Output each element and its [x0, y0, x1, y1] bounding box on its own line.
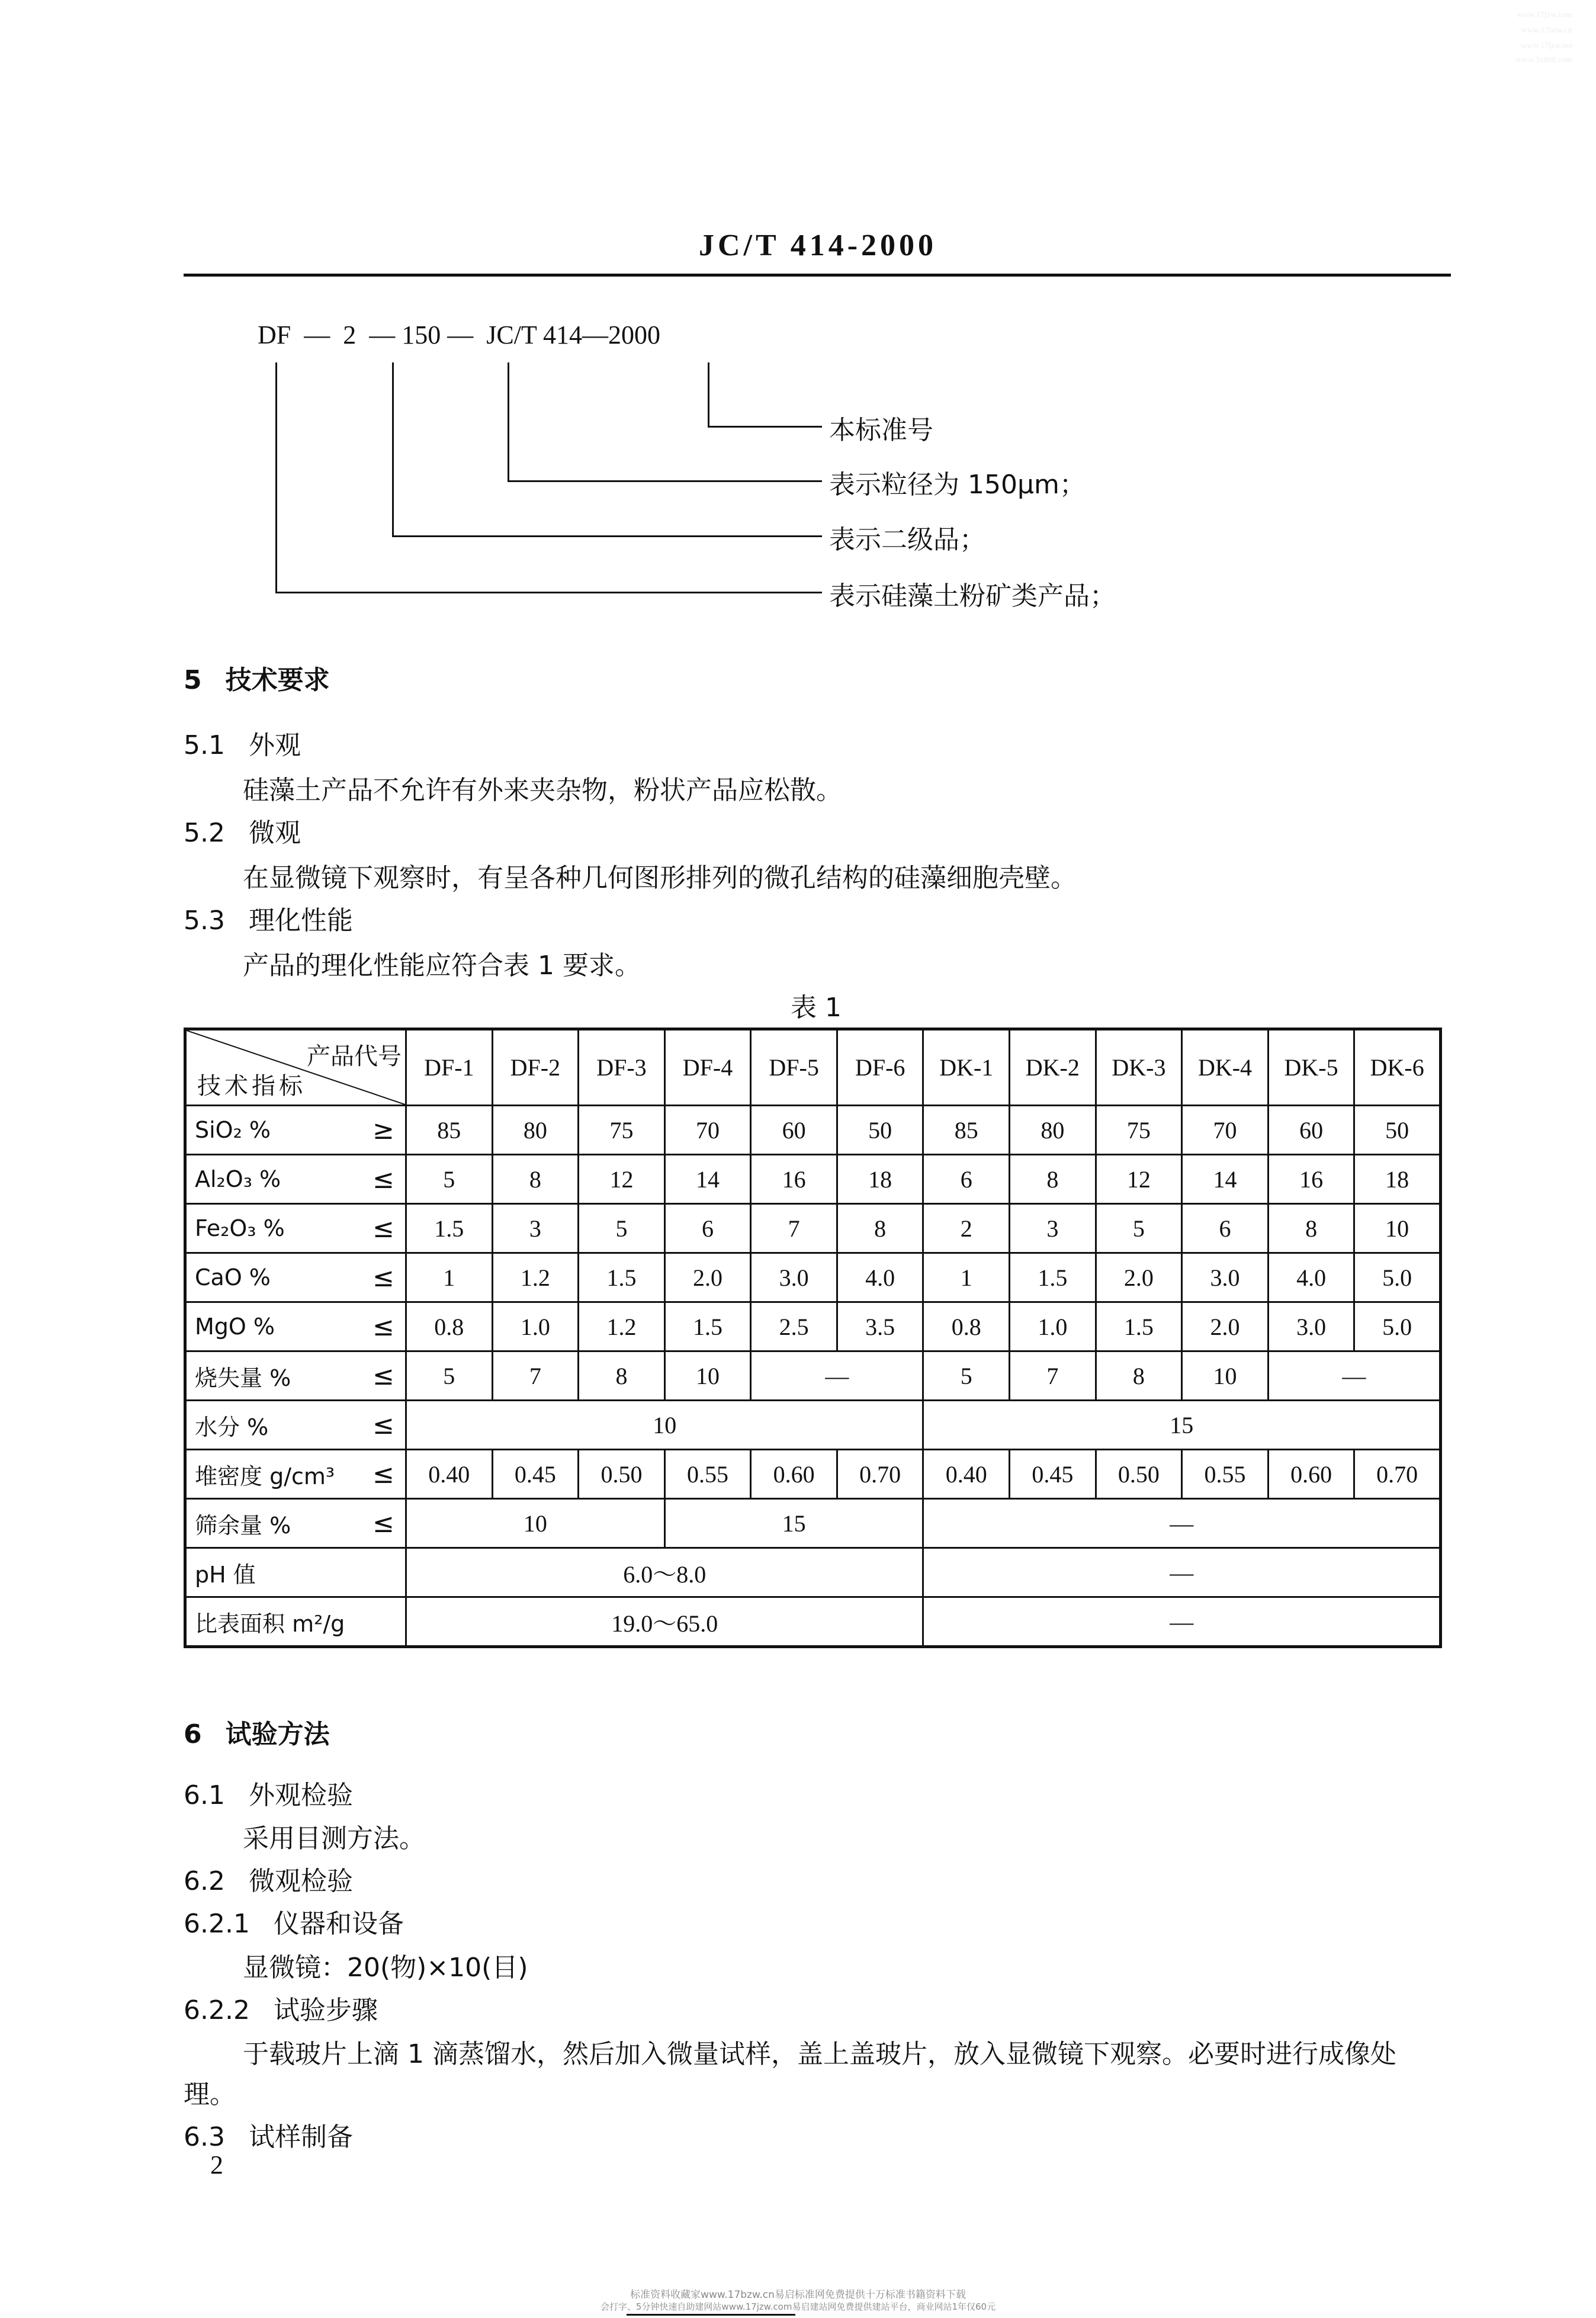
section-6-2-2-body-line2: 理。 [184, 2079, 236, 2110]
table-cell: 3.0 [1182, 1253, 1269, 1302]
watermark-url-1: www.17jzw.com [1517, 11, 1572, 20]
row-label: 比表面积 m²/g [195, 1610, 345, 1637]
table-cell: 60 [1268, 1106, 1354, 1155]
operator: ≤ [372, 1311, 394, 1342]
table-caption: 表 1 [791, 993, 842, 1023]
table-cell: 10 [1354, 1204, 1441, 1253]
table-cell: 14 [1182, 1155, 1269, 1204]
table-row-moisture [185, 1401, 1441, 1450]
table-cell: 1 [406, 1253, 493, 1302]
table-cell: 18 [837, 1155, 923, 1204]
section-6-2-1-heading: 6.2.1 仪器和设备 [184, 1909, 404, 1939]
table-cell: 5 [406, 1351, 493, 1401]
footer-line-2: 会打字、5分钟快速自助建网站www.17jzw.com易启建站网免费提供建站平台，商业网站1年仅60元 [600, 2301, 996, 2312]
row-label: 堆密度 g/cm³ [195, 1463, 335, 1489]
table-header-row [185, 1029, 1441, 1106]
table-cell: 5 [579, 1204, 665, 1253]
table-row-mgo [185, 1302, 1441, 1351]
table-cell: 6 [1182, 1204, 1269, 1253]
section-5-2-heading: 5.2 微观 [184, 818, 301, 848]
table-row-specific-surface-area [185, 1597, 1441, 1647]
table-cell: 3 [1010, 1204, 1096, 1253]
table-cell: 0.60 [751, 1450, 837, 1499]
table-cell-merged-dk: 15 [923, 1401, 1441, 1450]
table-cell: 6 [923, 1155, 1010, 1204]
label-product-type: 表示硅藻土粉矿类产品； [829, 581, 1116, 611]
label-particle-size: 表示粒径为 150μm； [829, 470, 1086, 500]
row-label: 烧失量 % [195, 1365, 291, 1391]
col-header: DF-4 [664, 1029, 751, 1106]
table-cell: 75 [579, 1106, 665, 1155]
table-row-loss-on-ignition [185, 1351, 1441, 1401]
col-header: DK-6 [1354, 1029, 1441, 1106]
table-cell: 18 [1354, 1155, 1441, 1204]
operator: ≤ [372, 1262, 394, 1293]
table-cell-merged-df: 19.0～65.0 [406, 1597, 923, 1647]
footer-rule [627, 2314, 795, 2316]
table-cell: 3.0 [751, 1253, 837, 1302]
table-row-al2o3 [185, 1155, 1441, 1204]
table-cell: 1.5 [1010, 1253, 1096, 1302]
table-cell: 0.45 [492, 1450, 579, 1499]
table-cell: 60 [751, 1106, 837, 1155]
section-5-1-heading: 5.1 外观 [184, 730, 301, 760]
table-row-cao [185, 1253, 1441, 1302]
col-header: DK-3 [1096, 1029, 1182, 1106]
table-cell: 7 [751, 1204, 837, 1253]
row-label: pH 值 [195, 1561, 256, 1588]
table-cell: 0.55 [1182, 1450, 1269, 1499]
operator: ≤ [372, 1508, 394, 1539]
col-header: DK-2 [1010, 1029, 1096, 1106]
table-cell: 3.0 [1268, 1302, 1354, 1351]
table-cell: 1.5 [1096, 1302, 1182, 1351]
label-standard-number: 本标准号 [829, 415, 933, 445]
table-cell: 10 [1182, 1351, 1269, 1401]
row-label: Al₂O₃ % [195, 1166, 281, 1192]
section-6-2-2-body-line1: 于载玻片上滴 1 滴蒸馏水，然后加入微量试样，盖上盖玻片，放入显微镜下观察。必要时进行成像处 [243, 2039, 1396, 2069]
operator: ≤ [372, 1213, 394, 1244]
row-label: Fe₂O₃ % [195, 1215, 285, 1241]
table-cell: 2.0 [664, 1253, 751, 1302]
table-cell-merged-dk: — [923, 1499, 1441, 1548]
table-cell: 8 [579, 1351, 665, 1401]
section-5-3-heading: 5.3 理化性能 [184, 906, 353, 936]
col-header: DK-5 [1268, 1029, 1354, 1106]
section-6-2-heading: 6.2 微观检验 [184, 1866, 353, 1896]
designation-code: DF — 2 — 150 — JC/T 414—2000 [258, 320, 661, 349]
table-cell: 0.8 [923, 1302, 1010, 1351]
col-header: DF-3 [579, 1029, 665, 1106]
operator: ≤ [372, 1164, 394, 1195]
table-row-bulk-density [185, 1450, 1441, 1499]
col-header: DF-2 [492, 1029, 579, 1106]
label-grade: 表示二级品； [829, 525, 985, 555]
col-header: DF-1 [406, 1029, 493, 1106]
table-cell: 5 [406, 1155, 493, 1204]
corner-label-tech-index: 技术指标 [197, 1073, 306, 1100]
table-cell: 2.5 [751, 1302, 837, 1351]
section-6-heading: 6 试验方法 [184, 1719, 330, 1749]
col-header: DK-4 [1182, 1029, 1269, 1106]
operator: ≤ [372, 1410, 394, 1440]
row-label: CaO % [195, 1264, 271, 1290]
table-cell-merged: — [751, 1351, 923, 1401]
table-row-sio2 [185, 1106, 1441, 1155]
table-cell: 8 [492, 1155, 579, 1204]
table-cell: 80 [1010, 1106, 1096, 1155]
table-cell: 2.0 [1096, 1253, 1182, 1302]
watermark-url-4: www.3x888.com [1515, 56, 1572, 65]
table-cell: 5.0 [1354, 1302, 1441, 1351]
operator: ≤ [372, 1360, 394, 1391]
table-cell: 0.50 [1096, 1450, 1182, 1499]
table-cell: 75 [1096, 1106, 1182, 1155]
table-row-ph [185, 1548, 1441, 1597]
table-cell: 1.5 [664, 1302, 751, 1351]
section-6-2-1-body: 显微镜：20(物)×10(目) [243, 1953, 528, 1983]
page-number: 2 [210, 2150, 223, 2179]
table-cell: 0.70 [837, 1450, 923, 1499]
table-cell: 4.0 [1268, 1253, 1354, 1302]
table-cell: 12 [1096, 1155, 1182, 1204]
table-cell: 12 [579, 1155, 665, 1204]
spec-table [184, 1028, 1442, 1648]
table-cell: 0.45 [1010, 1450, 1096, 1499]
table-cell-merged-dk: — [923, 1597, 1441, 1647]
row-label: SiO₂ % [195, 1117, 271, 1143]
table-cell: 8 [1096, 1351, 1182, 1401]
section-5-3-body: 产品的理化性能应符合表 1 要求。 [243, 951, 641, 981]
table-cell: 16 [751, 1155, 837, 1204]
table-cell: 1.2 [492, 1253, 579, 1302]
table-cell: 0.60 [1268, 1450, 1354, 1499]
table-cell: 2.0 [1182, 1302, 1269, 1351]
standard-number-header: JC/T 414-2000 [699, 229, 937, 262]
table-cell: 1 [923, 1253, 1010, 1302]
table-cell: 85 [923, 1106, 1010, 1155]
table-cell: 0.70 [1354, 1450, 1441, 1499]
table-cell-merged: 10 [406, 1499, 665, 1548]
table-row-fe2o3 [185, 1204, 1441, 1253]
table-cell-merged: — [1268, 1351, 1440, 1401]
table-cell: 1.2 [579, 1302, 665, 1351]
table-cell: 3 [492, 1204, 579, 1253]
table-cell: 1.5 [579, 1253, 665, 1302]
table-cell: 5.0 [1354, 1253, 1441, 1302]
footer-line-1: 标准资料收藏家www.17bzw.cn易启标准网免费提供十万标准书籍资料下载 [630, 2289, 966, 2301]
col-header: DF-6 [837, 1029, 923, 1106]
table-cell: 1.0 [1010, 1302, 1096, 1351]
table-cell: 7 [1010, 1351, 1096, 1401]
table-cell-merged-df: 10 [406, 1401, 923, 1450]
table-cell-merged-df: 6.0～8.0 [406, 1548, 923, 1597]
section-6-3-heading: 6.3 试样制备 [184, 2122, 353, 2152]
section-5-1-body: 硅藻土产品不允许有外来夹杂物，粉状产品应松散。 [243, 775, 842, 805]
table-cell: 2 [923, 1204, 1010, 1253]
corner-header-cell [185, 1029, 406, 1106]
table-cell: 0.40 [923, 1450, 1010, 1499]
table-cell: 4.0 [837, 1253, 923, 1302]
table-cell: 50 [837, 1106, 923, 1155]
table-cell: 0.55 [664, 1450, 751, 1499]
table-cell-merged: 15 [664, 1499, 923, 1548]
table-cell: 5 [923, 1351, 1010, 1401]
operator: ≤ [372, 1459, 394, 1489]
watermark-url-3: www.17jzw.net [1521, 41, 1572, 50]
section-5-2-body: 在显微镜下观察时，有呈各种几何图形排列的微孔结构的硅藻细胞壳壁。 [243, 863, 1077, 893]
watermark-url-2: www.17bzw.cn [1521, 26, 1572, 35]
section-5-heading: 5 技术要求 [184, 665, 330, 695]
table-cell: 8 [1010, 1155, 1096, 1204]
table-cell: 0.50 [579, 1450, 665, 1499]
table-cell: 85 [406, 1106, 493, 1155]
row-label: 筛余量 % [195, 1512, 291, 1539]
section-6-1-heading: 6.1 外观检验 [184, 1780, 353, 1810]
table-cell: 5 [1096, 1204, 1182, 1253]
table-cell: 7 [492, 1351, 579, 1401]
header-rule [184, 274, 1451, 277]
table-cell: 8 [1268, 1204, 1354, 1253]
col-header: DK-1 [923, 1029, 1010, 1106]
table-cell: 0.8 [406, 1302, 493, 1351]
table-cell: 10 [664, 1351, 751, 1401]
corner-label-product-code: 产品代号 [307, 1043, 402, 1070]
table-cell-merged-dk: — [923, 1548, 1441, 1597]
table-cell: 70 [1182, 1106, 1269, 1155]
section-6-1-body: 采用目测方法。 [243, 1823, 425, 1854]
table-cell: 16 [1268, 1155, 1354, 1204]
table-cell: 3.5 [837, 1302, 923, 1351]
row-label: 水分 % [195, 1414, 269, 1440]
table-cell: 0.40 [406, 1450, 493, 1499]
row-label: MgO % [195, 1314, 275, 1340]
table-row-sieve-residue [185, 1499, 1441, 1548]
col-header: DF-5 [751, 1029, 837, 1106]
table-cell: 14 [664, 1155, 751, 1204]
table-cell: 6 [664, 1204, 751, 1253]
table-cell: 1.5 [406, 1204, 493, 1253]
table-cell: 80 [492, 1106, 579, 1155]
table-cell: 8 [837, 1204, 923, 1253]
table-cell: 70 [664, 1106, 751, 1155]
section-6-2-2-heading: 6.2.2 试验步骤 [184, 1995, 378, 2025]
table-cell: 1.0 [492, 1302, 579, 1351]
table-cell: 50 [1354, 1106, 1441, 1155]
operator: ≥ [372, 1115, 394, 1145]
